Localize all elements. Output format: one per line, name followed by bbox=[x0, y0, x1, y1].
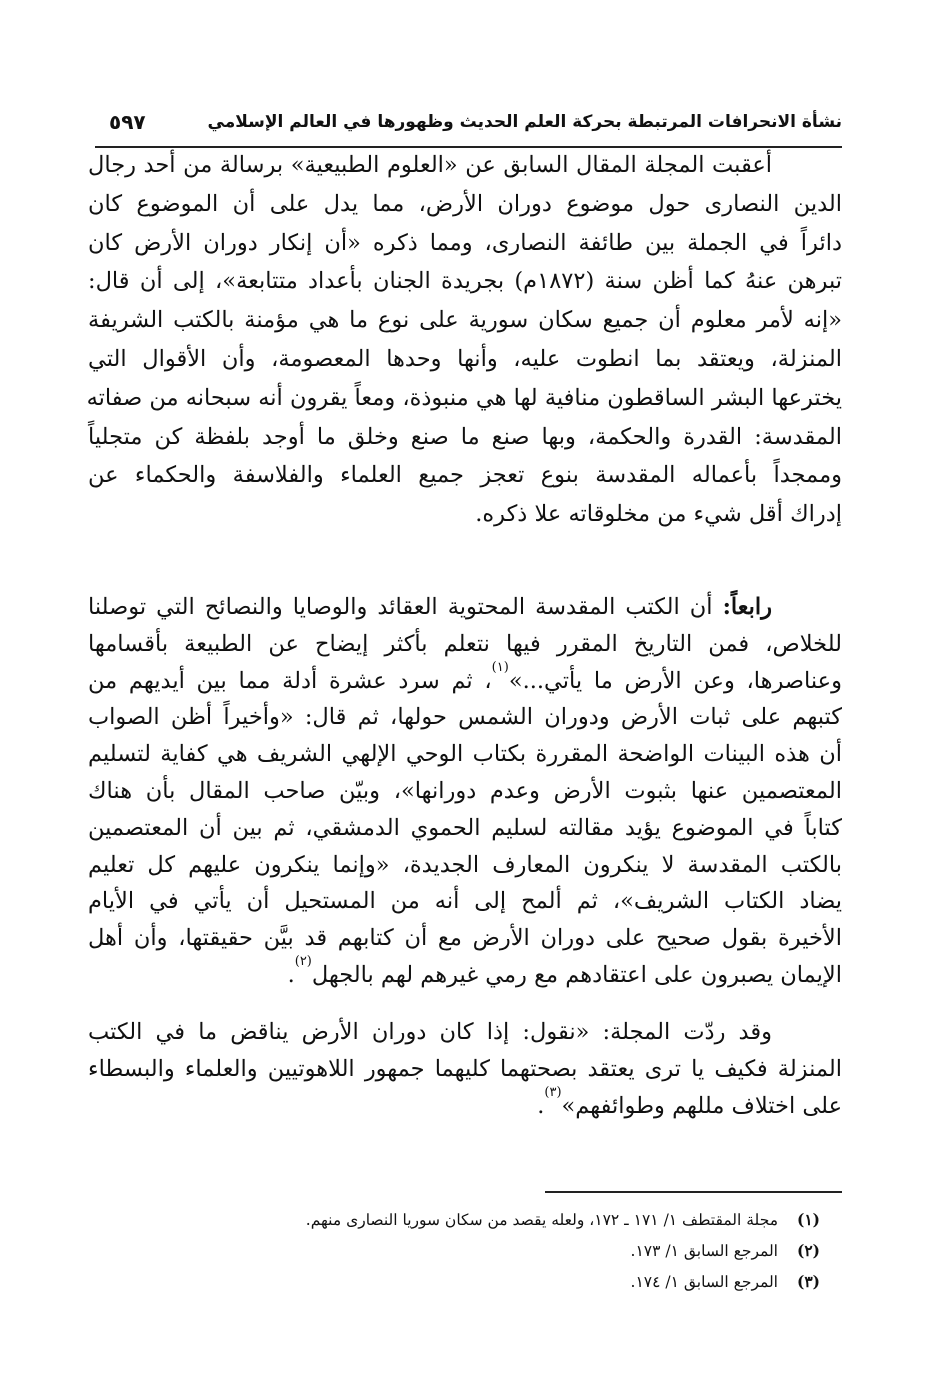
running-title: نشأة الانحرافات المرتبطة بحركة العلم الحديث وظهورها في العالم الإسلامي bbox=[207, 112, 842, 132]
text-line: إدراك أقل شيء من مخلوقاته علا ذكره. bbox=[475, 501, 842, 528]
footnote-number: (٢) bbox=[796, 1241, 820, 1260]
text-line: وقد ردّت المجلة: «نقول: إذا كان دوران الأرض يناقض ما في الكتب bbox=[88, 1019, 772, 1045]
text-line: المعتصمين عنها بثبوت الأرض وعدم دورانها»، وبيّن صاحب المقال بأن هناك bbox=[88, 777, 842, 804]
text-span: . bbox=[537, 1093, 545, 1119]
paragraph-lead: رابعاً: bbox=[722, 594, 772, 620]
text-line: المنزلة فكيف يا ترى يعتقد بصحتهما كليهما جمهور اللاهوتيين والعلماء والبسطاء bbox=[88, 1056, 842, 1082]
text-line bbox=[88, 953, 842, 994]
paragraph-3 bbox=[88, 1014, 842, 1125]
text-span: الإيمان يصبرون على اعتقادهم مع رمي غيرهم لهم بالجهل bbox=[311, 961, 842, 988]
running-header bbox=[95, 106, 842, 138]
text-line: يخترعها البشر الساقطون منافية لها هي منبوذة، ومعاً يقرون أنه سبحانه من صفاته bbox=[86, 384, 842, 411]
footnote-number: (١) bbox=[796, 1210, 820, 1229]
text-line: الأخيرة بقول صحيح على دوران الأرض مع أن كتابهم قد بيَّن حقيقتها، وأن أهل bbox=[88, 925, 842, 952]
text-line: أعقبت المجلة المقال السابق عن «العلوم الطبيعية» برسالة من أحد رجال bbox=[88, 152, 772, 178]
footnote-text: المرجع السابق ١/ ١٧٤. bbox=[630, 1273, 778, 1291]
text-line: أن هذه البينات الواضحة المقررة بكتاب الوحي الإلهي الشريف هي كفاية لتسليم bbox=[88, 741, 842, 768]
paragraph-1 bbox=[88, 146, 842, 534]
text-line: دائراً في الجملة بين طائفة النصارى، ومما ذكره «أن إنكار دوران الأرض كان bbox=[88, 229, 842, 256]
text-line bbox=[88, 1085, 842, 1125]
text-span: . bbox=[287, 961, 295, 988]
text-line: تبرهن عنهُ كما أظن سنة (١٨٧٢م) بجريدة الجنان بأعداد متتابعة»، إلى أن قال: bbox=[88, 268, 842, 295]
text-line: المقدسة: القدرة والحكمة، وبها صنع ما صنع وخلق ما أوجد بلفظة كن متجلياً bbox=[88, 423, 842, 450]
text-span: وعناصرها، وعن الأرض ما يأتي...» bbox=[508, 667, 842, 694]
text-line: كتاباً في الموضوع يؤيد مقالته لسليم الحموي الدمشقي، ثم بين أن المعتصمين bbox=[88, 814, 842, 841]
text-line: المنزلة، ويعتقد بما انطوت عليه، وأنها وحدها المعصومة، وأن الأقوال التي bbox=[88, 345, 842, 372]
footnote-1 bbox=[300, 1204, 820, 1235]
text-line bbox=[88, 659, 842, 700]
page-number: ٥٩٧ bbox=[109, 110, 146, 134]
text-line: الدين النصارى حول موضوع دوران الأرض، مما يدل على أن الموضوع كان bbox=[88, 190, 842, 217]
text-span: على اختلاف مللهم وطوائفهم» bbox=[561, 1093, 842, 1119]
text-line: للخلاص، فمن التاريخ المقرر فيها نتعلم بأكثر إيضاح عن الطبيعة بأقسامها bbox=[88, 630, 842, 657]
footnote-text: المرجع السابق ١/ ١٧٣. bbox=[630, 1242, 778, 1260]
footnote-ref-3[interactable]: (٣) bbox=[544, 1085, 562, 1100]
footnote-3 bbox=[300, 1266, 820, 1297]
paragraph-2 bbox=[88, 589, 842, 994]
footnote-2 bbox=[300, 1235, 820, 1266]
footnote-rule bbox=[545, 1191, 842, 1193]
text-line bbox=[88, 589, 842, 626]
footnote-ref-1[interactable]: (١) bbox=[491, 659, 509, 675]
text-line: بالكتب المقدسة لا ينكرون المعارف الجديدة، «وإنما ينكرون عليهم كل تعليم bbox=[88, 851, 842, 878]
footnote-text: مجلة المقتطف ١/ ١٧١ ـ ١٧٢، ولعله يقصد من سكان سوريا النصارى منهم. bbox=[305, 1211, 778, 1229]
text-line: «إنه لأمر معلوم أن جميع سكان سورية على نوع ما هي مؤمنة بالكتب الشريفة bbox=[88, 307, 842, 334]
footnotes bbox=[300, 1204, 820, 1297]
footnote-ref-2[interactable]: (٢) bbox=[294, 953, 312, 969]
footnote-number: (٣) bbox=[796, 1272, 820, 1291]
text-line: يضاد الكتاب الشريف»، ثم ألمح إلى أنه من المستحيل أن يأتي في الأيام bbox=[88, 888, 842, 915]
text-line: كتبهم على ثبات الأرض ودوران الشمس حولها، ثم قال: «وأخيراً أظن الصواب bbox=[88, 704, 842, 731]
text-span: أن الكتب المقدسة المحتوية العقائد والوصايا والنصائح التي توصلنا bbox=[88, 594, 723, 620]
text-span: ، ثم سرد عشرة أدلة مما بين أيديهم من bbox=[88, 667, 492, 694]
text-line: وممجداً بأعماله المقدسة بنوع تعجز جميع العلماء والفلاسفة والحكماء عن bbox=[88, 462, 842, 489]
